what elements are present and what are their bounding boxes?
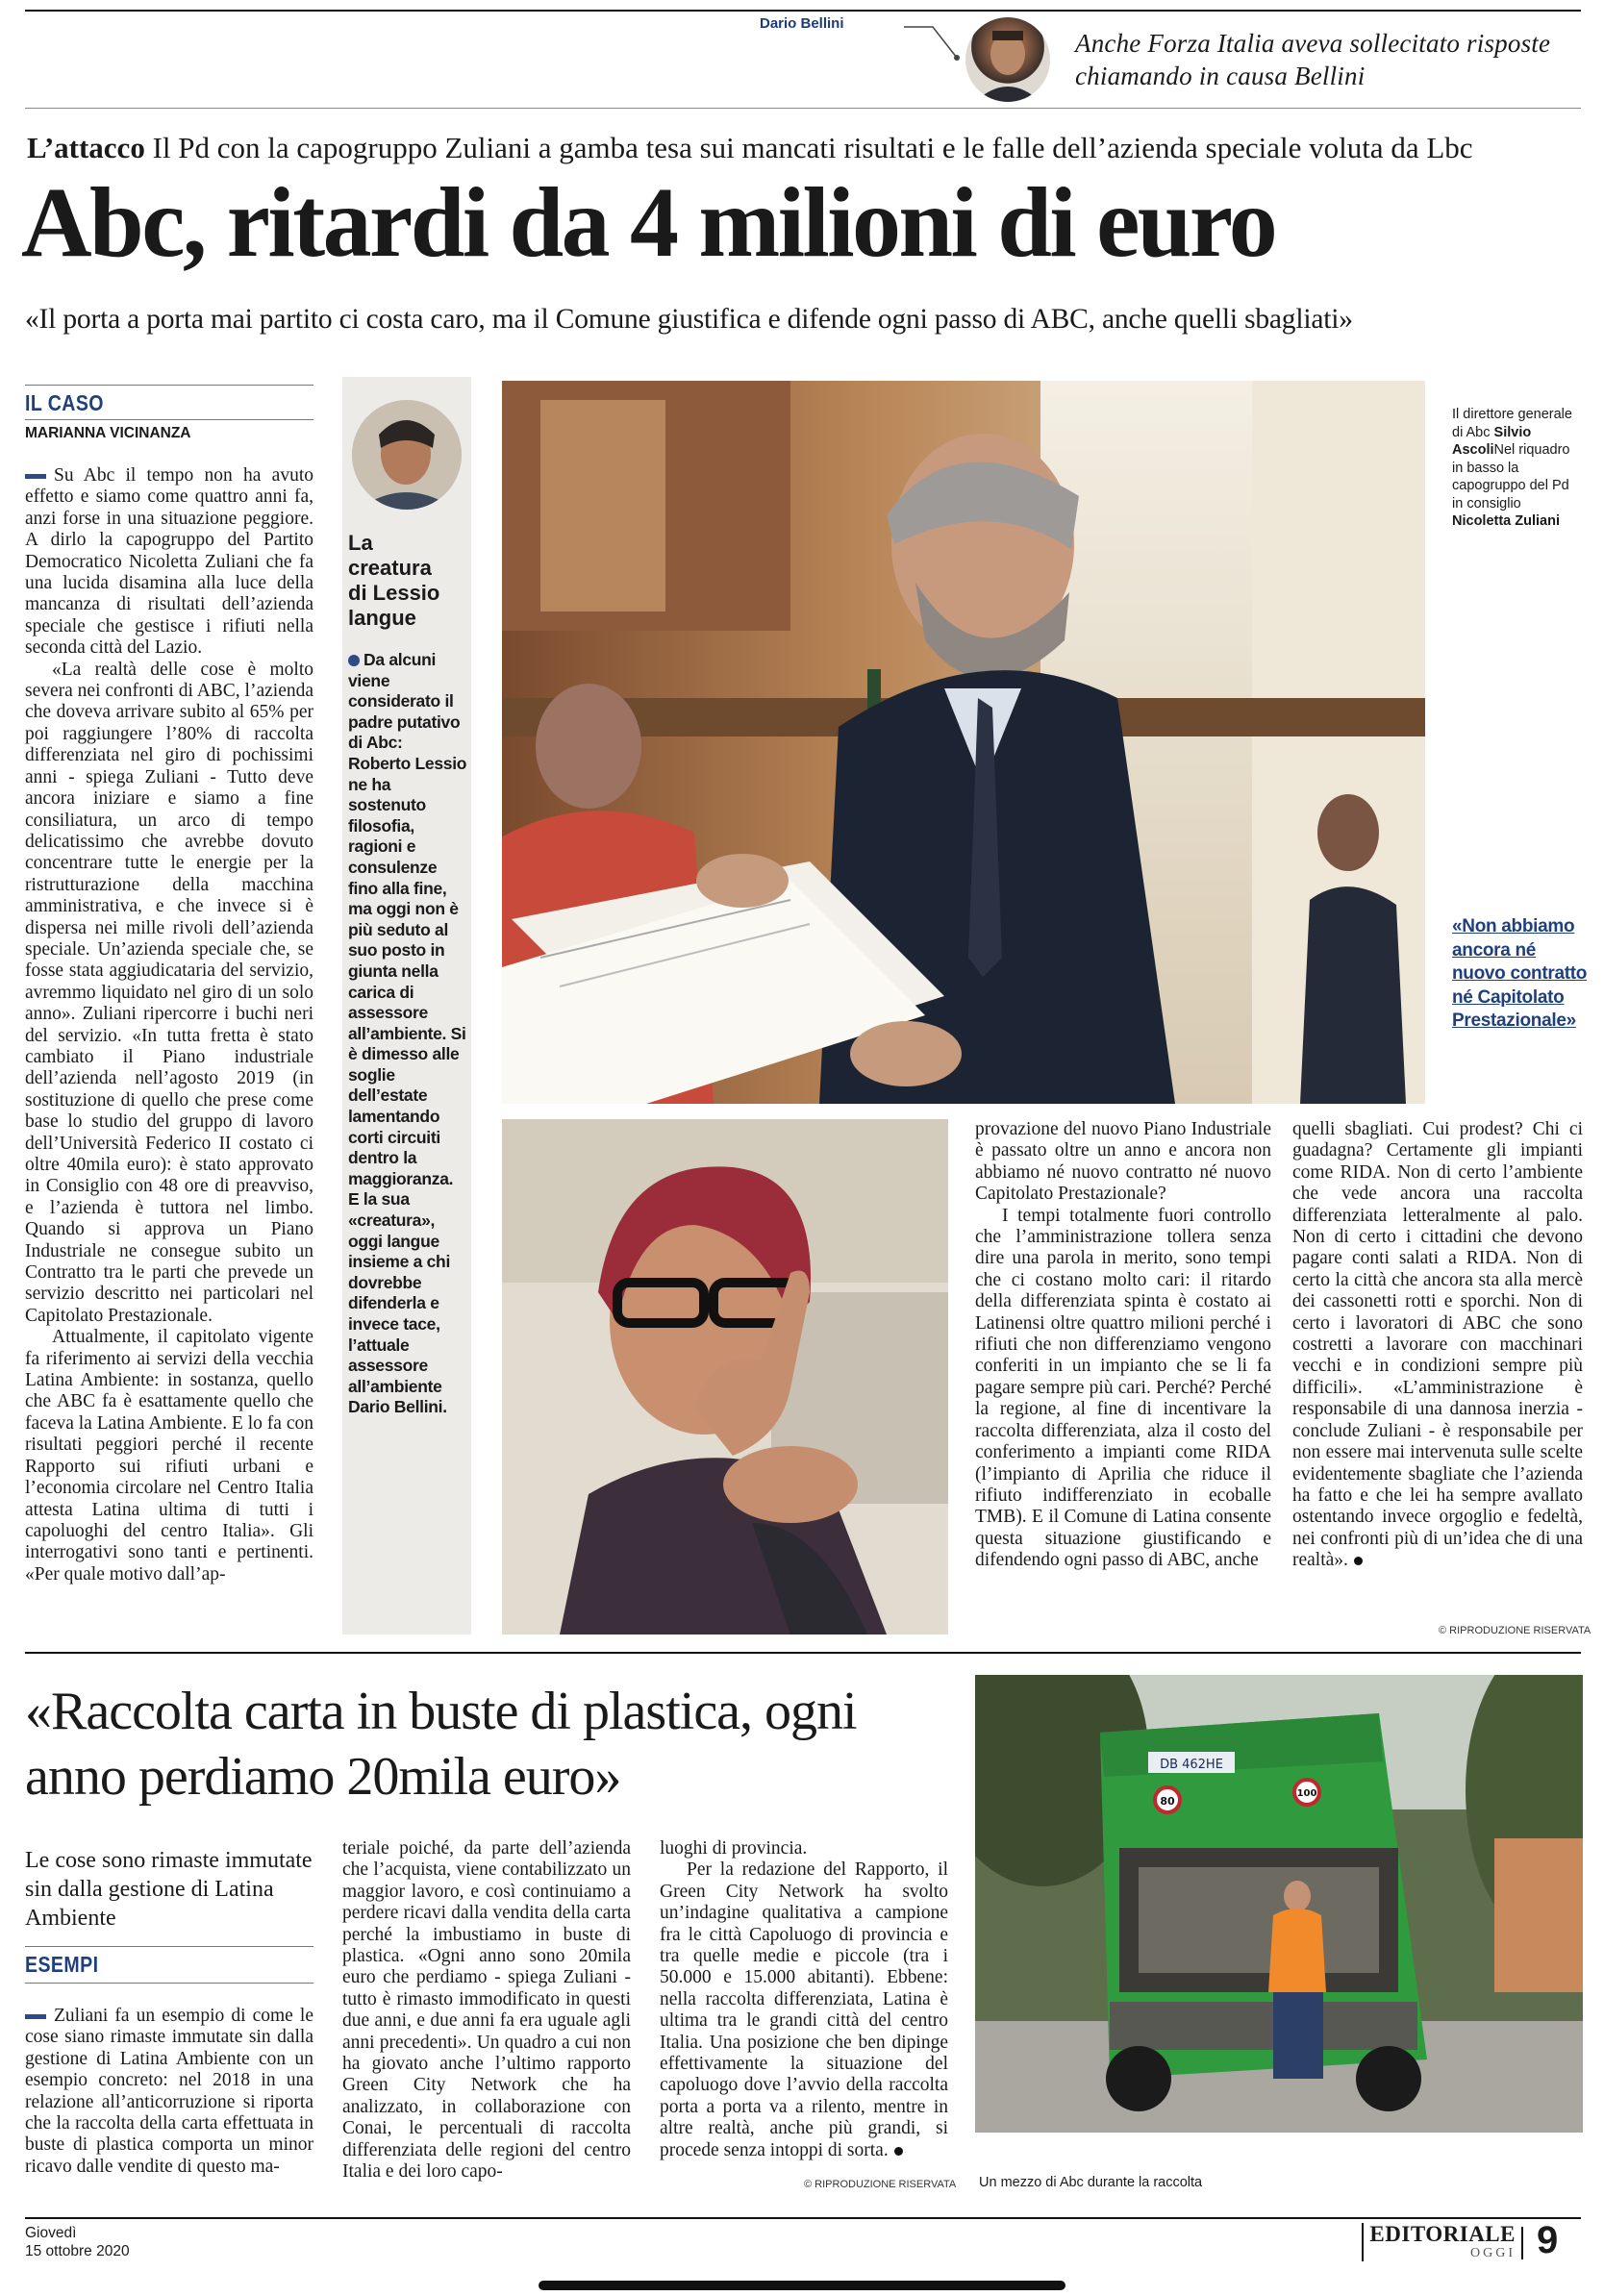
sidebar-text: [348, 650, 467, 1418]
caption-name1: Silvio Ascoli: [1452, 424, 1532, 458]
lead-bar: [25, 2014, 46, 2019]
caption-pre: Il direttore generale di Abc: [1452, 407, 1572, 440]
article2-col2: [342, 1838, 631, 2184]
article2-p1: Zuliani fa un esempio di come le cose siano rimaste immutate sin dalla gestione di Latina Ambiente con un esempio concreto: nel 2018 in una relazione all’anticorruzione si riporta che la raccolta della carta effettuata in buste di plastica comporta un minor ricavo dalle vendite di questo ma-: [25, 2006, 313, 2177]
footer-day: Giovedì: [25, 2225, 77, 2241]
article1-para: Attualmente, il capitolato vigente fa riferimento ai servizi della vecchia Latina Ambiente: in sostanza, quello che ABC fa è esattamente quello che faceva la Latina Ambiente. E lo fa con risultati peggiori perché il recente Rapporto sui rifiuti urbani e l’economia circolare nel Centro Italia attesta Latina ultima di tutti i capoluoghi del centro Italia». Gli interrogativi sono tanti e pertinenti. «Per quale motivo dall’ap-: [25, 1327, 313, 1585]
top-rule: [25, 10, 1581, 12]
article1-para: [1292, 1119, 1583, 1572]
subhead: «Il porta a porta mai partito ci costa caro, ma il Comune giustifica e difende ogni passo di ABC, anche quelli sbagliati»: [25, 304, 1353, 335]
lessio-portrait: [352, 400, 462, 510]
kicker-label: L’attacco: [27, 131, 145, 164]
home-indicator: [539, 2281, 1065, 2290]
article2-col3: [660, 1838, 948, 2169]
sidebar-title: La creatura di Lessio langue: [348, 531, 440, 630]
author-tag: Dario Bellini: [760, 15, 844, 32]
section-divider: [25, 1652, 1581, 1654]
footer-brand-2: OGGI: [1470, 2246, 1516, 2260]
caption-name2: Nicoletta Zuliani: [1452, 513, 1560, 529]
kicker: [27, 131, 1473, 165]
article1-para: provazione del nuovo Piano Industriale è passato oltre un anno e ancora non abbiamo né nuovo contratto né nuovo Capitolato Prestazionale?: [975, 1119, 1271, 1205]
article1-col4: [1292, 1119, 1583, 1619]
article1-para: [25, 465, 313, 660]
footer-sep: [1521, 2227, 1523, 2259]
caption-mid: Nel riquadro in basso la capogruppo del Pd in consiglio: [1452, 442, 1570, 512]
byline: MARIANNA VICINANZA: [25, 425, 191, 441]
article1-para: «La realtà delle cose è molto severa nei confronti di ABC, l’azienda che doveva arrivare subito al 65% per poi raggiungere l’80% di raccolta differenziata nel giro di pochissimi anni - spiega Zuliani - Tutto deve ancora iniziare e siamo a fine consiliatura, un arco di tempo delicatissimo che avrebbe dovuto concentrare tutte le energie per la ristrutturazione della macchina amministrativa, e che invece si è dispersa nei mille rivoli dell’azienda speciale. Un’azienda speciale che, se fosse stata aggiudicataria del servizio, avremmo liquidato nel giro di un solo anno». Zuliani ripercorre i buchi neri del servizio. «In tutta fretta è stato cambiato il Piano industriale dell’azienda nell’agosto 2019 (in sostituzione di quello che prese come base lo studio del gruppo di lavoro dell’Università Federico II costato ci oltre 40mila euro): è stato approvato in Consiglio con 48 ore di preavviso, e l’azienda è tuttora nel limbo. Quando si approva un Piano Industriale ne consegue subito un Contratto tra le parti che prevede un servizio descritto nei particolari nel Capitolato Prestazionale.: [25, 659, 313, 1326]
sidebar-dot: [348, 655, 360, 666]
footer-rule: [25, 2217, 1581, 2219]
top-quote: Anche Forza Italia aveva sollecitato risposte chiamando in causa Bellini: [1075, 29, 1551, 90]
pull-quote: «Non abbiamo ancora né nuovo contratto né Capitolato Prestazionale»: [1452, 916, 1588, 1031]
article1-p-last: quelli sbagliati. Cui prodest? Chi ci guadagna? Certamente gli impianti come RIDA. Non di certo l’ambiente che vede ancora una raccolta differenziata letteralmente al palo. Non di certo i cittadini che devono pagare conti salati a RIDA. Non di certo la città che ancora sta alla mercè dei cassonetti rotti e sporchi. Non di certo i lavoratori di ABC che sono costretti a lavorare con macchinari vecchi e in condizioni sempre più difficili». «L’amministrazione è responsabile di una dannosa inerzia - conclude Zuliani - è responsabile per non essere mai intervenuta sulle scelte evidentemente sbagliate che l’azienda ha fatto e che lei ha sempre avallato ostentando invece orgoglio e fedeltà, nei confronti più di un’idea che di una realtà».: [1292, 1119, 1583, 1571]
zuliani-photo: [502, 1119, 948, 1635]
sidebar-body: Da alcuni viene considerato il padre putativo di Abc: Roberto Lessio ne ha sostenuto filosofia, ragioni e consulenze fino alla fine, ma oggi non è più seduto al suo posto in giunta nella carica di assessore all’ambiente. Si è dimesso alle soglie dell’estate lamentando corti circuiti dentro la maggioranza. E la sua «creatura», oggi langue insieme a chi dovrebbe difenderla e invece tace, l’attuale assessore all’ambiente Dario Bellini.: [348, 650, 467, 1417]
article1-col3: [975, 1119, 1271, 1644]
footer-brand: [1362, 2223, 1516, 2261]
truck-photo: [975, 1675, 1583, 2133]
rights-1: © RIPRODUZIONE RISERVATA: [1439, 1625, 1591, 1636]
headline: Abc, ritardi da 4 milioni di euro: [21, 167, 1276, 278]
speed-sign-2: 100: [1296, 1788, 1317, 1799]
esempi-rule: [25, 1983, 313, 1984]
rights-2: © RIPRODUZIONE RISERVATA: [804, 2179, 957, 2190]
article2-para: [25, 2006, 313, 2178]
article2-p-last: Per la redazione del Rapporto, il Green City Network ha svolto un’indagine qualitativa a campione fra le città Capoluogo di provincia e tra quelle medie e piccole (tra i 50.000 e 15.000 abitanti). Ebbene: nella raccolta differenziata, Latina è ultima tra le grandi città del centro Italia. Una posizione che ben dipinge effettivamente la situazione del capoluogo dove l’avvio della raccolta porta a porta va a rilento, mentre in altre realtà, anche più grandi, si procede senza intoppi di sorta.: [660, 1859, 948, 2160]
photo-caption: [1452, 406, 1583, 531]
tag-connector: [904, 19, 971, 67]
esempi-rule-top: [25, 1946, 313, 1947]
section-label: IL CASO: [25, 390, 104, 415]
article2-para: [660, 1859, 948, 2161]
article2-col1: [25, 2006, 313, 2179]
speed-sign-1: 80: [1160, 1795, 1175, 1808]
ascoli-photo: [502, 381, 1425, 1104]
article2-para: teriale poiché, da parte dell’azienda che l’acquista, viene contabilizzato un maggior lavoro, e così continuiamo a perdere ricavi dalla vendita della carta perché la imbustiamo in buste di plastica. «Ogni anno sono 20mila euro che perdiamo - spiega Zuliani - tutto è rimasto immodificato in questi due anni, e due anni fa era uguale agli anni precedenti». Un quadro a cui non ha giovato anche l’ultimo rapporto Green City Network che ha analizzato, in collaborazione con Conai, le percentuali di raccolta differenziata delle regioni del centro Italia e dei loro capo-: [342, 1838, 631, 2183]
footer-brand-1: EDITORIALE: [1369, 2222, 1516, 2246]
lead-bar: [25, 474, 46, 479]
end-mark: [1354, 1557, 1363, 1565]
top-rule-2: [25, 108, 1581, 109]
truck-caption: Un mezzo di Abc durante la raccolta: [979, 2175, 1203, 2190]
footer-date: 15 ottobre 2020: [25, 2243, 130, 2259]
bellini-portrait: [965, 17, 1050, 102]
page-number: 9: [1537, 2219, 1559, 2261]
article2-summary: Le cose sono rimaste immutate sin dalla gestione di Latina Ambiente: [25, 1848, 313, 1931]
article1-col1: [25, 465, 313, 1631]
article2-para: luoghi di provincia.: [660, 1838, 808, 1859]
article1-p1: Su Abc il tempo non ha avuto effetto e siamo come quattro anni fa, anzi forse in una situazione peggiore. A dirlo la capogruppo del Partito Democratico Nicoletta Zuliani che fa una lucida disamina alla luce della mancanza di risultati dell’azienda speciale che gestisce i rifiuti nella seconda città del Lazio.: [25, 465, 313, 659]
kicker-text: Il Pd con la capogruppo Zuliani a gamba tesa sui mancati risultati e le falle dell’azienda speciale voluta da Lbc: [152, 131, 1473, 164]
article1-para: I tempi totalmente fuori controllo che l’amministrazione tollera senza dire una parola in merito, sono tempi che ci costano molto cari: il ritardo della differenziata spinta è costato ai Latinensi oltre quattro milioni perché i rifiuti che non differenziamo vengono conferiti in un impianto che se li fa pagare sempre più cari. Perché? Perché la regione, al fine di incentivare la raccolta differenziata, alza il costo del conferimento a impianti come RIDA (l’impianto di Aprilia che riduce il rifiuto indifferenziato in ecoballe TMB). E il Comune di Latina consente questa situazione giustificando e difendendo ogni passo di ABC, anche: [975, 1205, 1271, 1571]
section-rule: [25, 419, 313, 420]
esempi-label: ESEMPI: [25, 1952, 99, 1977]
end-mark: [894, 2147, 903, 2156]
section-rule-top: [25, 385, 313, 386]
truck-plate: DB 462HE: [1160, 1758, 1223, 1772]
article2-headline: «Raccolta carta in buste di plastica, ogni anno perdiamo 20mila euro»: [25, 1682, 857, 1807]
